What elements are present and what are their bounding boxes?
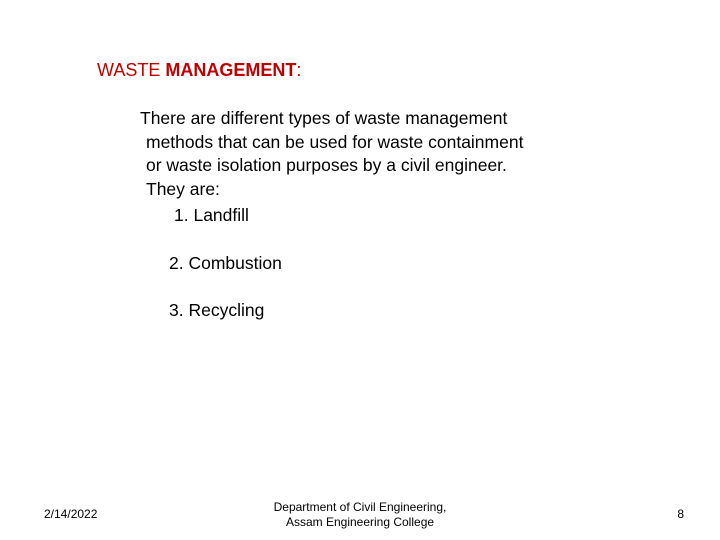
footer-date: 2/14/2022 — [44, 507, 98, 521]
body-line-2: methods that can be used for waste containment — [146, 131, 524, 152]
list-item-landfill: 1. Landfill — [174, 205, 249, 225]
footer-department-line2: Assam Engineering College — [285, 515, 435, 529]
footer-page-number: 8 — [677, 507, 684, 521]
slide-title — [97, 59, 301, 81]
body-line-4: They are: — [146, 178, 220, 199]
body-paragraph — [140, 107, 523, 201]
footer-department — [250, 500, 470, 530]
slide-title-bold: MANAGEMENT — [165, 60, 297, 80]
body-line-3: or waste isolation purposes by a civil engineer. — [146, 155, 507, 175]
slide-title-prefix: WASTE — [97, 60, 166, 80]
list-item-combustion: 2. Combustion — [169, 253, 282, 273]
footer-department-line1: Department of Civil Engineering, — [273, 500, 447, 514]
body-line-1: There are different types of waste management — [140, 108, 508, 128]
list-item-recycling: 3. Recycling — [169, 300, 265, 320]
slide-title-suffix: : — [296, 60, 302, 80]
